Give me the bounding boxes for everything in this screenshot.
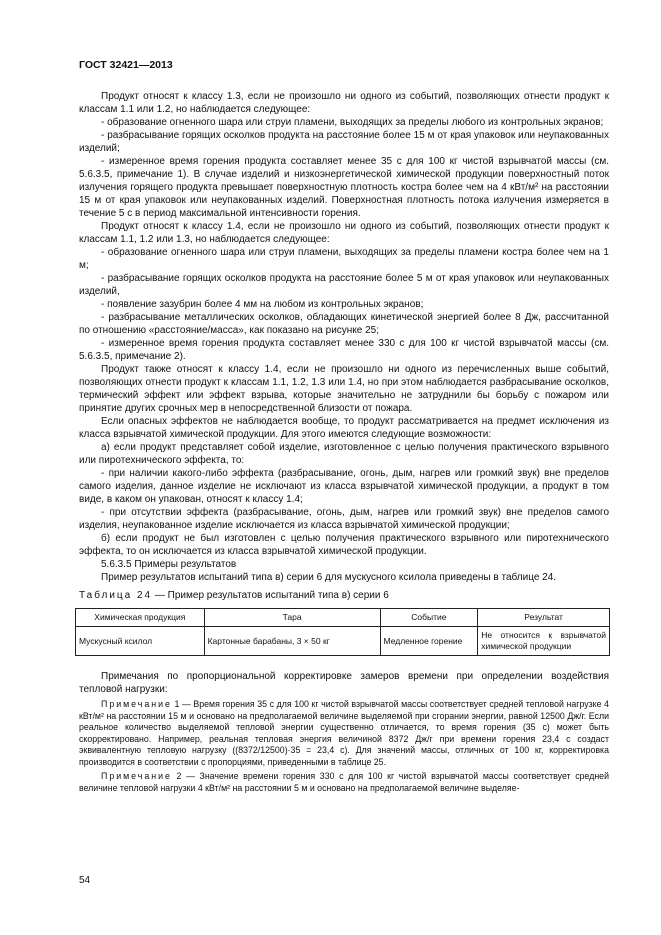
paragraph: Пример результатов испытаний типа в) серии 6 для мускусного ксилола приведены в таблице 24.	[101, 572, 557, 583]
results-table	[75, 608, 610, 656]
table-caption-text: — Пример результатов испытаний типа в) серии 6	[152, 590, 389, 601]
paragraph: - разбрасывание горящих осколков продукта на расстояние более 5 м от края упаковок или неупакованных изделий,	[79, 273, 609, 297]
note-2	[79, 771, 609, 794]
paragraph: Продукт также относят к классу 1.4, если не произошло ни одного из перечисленных выше событий, позволяющих отнести продукт к классам 1.1, 1.2, 1.3 или 1.4, но при этом наблюдается разбрасывание осколков, термический эффект или эффект взрыва, которые значительно не затруднили бы борьбу с пожаром или принятие других срочных мер в непосредственной близости от пожара.	[79, 364, 609, 414]
paragraph: - при наличии какого-либо эффекта (разбрасывание, огонь, дым, нагрев или громкий звук) вне пределов самого изделия, данное изделие не исключают из класса взрывчатой химической продукции, а продукт в том виде, в каком он упакован, относят к классу 1.4;	[79, 468, 609, 505]
table-header-row	[76, 609, 610, 627]
note-label: Примечание	[101, 699, 172, 709]
note-label: Примечание	[101, 771, 172, 781]
paragraph: - появление зазубрин более 4 мм на любом из контрольных экранов;	[101, 299, 424, 310]
paragraph: а) если продукт представляет собой изделие, изготовленное с целью получения практического взрывного или пиротехнического эффекта, то:	[79, 442, 609, 466]
header-chemical: Химическая продукция	[76, 609, 205, 627]
note-1	[79, 699, 609, 768]
paragraph: Если опасных эффектов не наблюдается вообще, то продукт рассматривается на предмет исключения из класса взрывчатой химической продукции. Для этого имеются следующие возможности:	[79, 416, 609, 440]
cell-result: Не относится к взрывчатой химической продукции	[478, 627, 610, 656]
cell-chemical: Мускусный ксилол	[76, 627, 205, 656]
paragraph: - измеренное время горения продукта составляет менее 330 с для 100 кг чистой взрывчатой массы (см. 5.6.3.5, примечание 2).	[79, 338, 609, 362]
table-caption-label: Таблица 24	[79, 590, 153, 601]
notes-intro: Примечания по пропорциональной корректировке замеров времени при определении воздействия тепловой нагрузки:	[79, 671, 609, 695]
paragraph: - измеренное время горения продукта составляет менее 35 с для 100 кг чистой взрывчатой массы (см. 5.6.3.5, примечание 1). В случае изделий и низкоэнергетической химической продукции поверхностный поток излучения горящего продукта превышает поверхностную плотность костра более чем на 4 кВт/м² на расстоянии 15 м от края упаковок или неупакованных изделий. Поверхностная плотность потока излучения измеряется в течение 5 с в период максимальной интенсивности горения.	[79, 156, 609, 219]
page-number: 54	[79, 875, 91, 886]
paragraph: - разбрасывание горящих осколков продукта на расстояние более 15 м от края упаковок или неупакованных изделий;	[79, 130, 609, 154]
table-row	[76, 627, 610, 656]
section-heading: 5.6.3.5 Примеры результатов	[101, 559, 237, 570]
paragraph: - образование огненного шара или струи пламени, выходящих за пределы любого из контрольных экранов;	[101, 117, 604, 128]
note-text: 2 — Значение времени горения 330 с для 100 кг чистой взрывчатой массы соответствует средней величине тепловой нагрузки 4 кВт/м² на расстоянии 5 м и основано на предполагаемой величине выделяе-	[79, 771, 609, 793]
header-result: Результат	[478, 609, 610, 627]
header-event: Событие	[380, 609, 478, 627]
note-text: 1 — Время горения 35 с для 100 кг чистой взрывчатой массы соответствует средней тепловой нагрузке 4 кВт/м² на расстоянии 15 м и основано на предполагаемой величине выделяемой при сгорании энергии, равной 12500 Дж/г. Если реальное количество выделяемой тепловой энергии существенно отличается, то время горения (35 с) может быть скорректировано. Например, реальная тепловая энергия величиной 8372 Дж/г при времени горения 23,4 с создаст эквивалентную тепловую нагрузку ((8372/12500)·35 = 23,4 с). Для значений массы, отличных от 100 кг, корректировка производится в соответствии с пропорциями, приведенными в таблице 25.	[79, 699, 609, 767]
document-header: ГОСТ 32421—2013	[79, 59, 173, 71]
paragraph: б) если продукт не был изготовлен с целью получения практического взрывного или пиротехнического эффекта, то он исключается из класса взрывчатой химической продукции.	[79, 533, 609, 557]
cell-event: Медленное горение	[380, 627, 478, 656]
paragraph: - разбрасывание металлических осколков, обладающих кинетической энергией более 8 Дж, рассчитанной по отношению «расстояние/масса», как показано на рисунке 25;	[79, 312, 609, 336]
document-body	[79, 90, 609, 794]
table-caption	[79, 589, 609, 602]
paragraph: Продукт относят к классу 1.4, если не произошло ни одного из событий, позволяющих отнести продукт к классам 1.1, 1.2 или 1.3, но наблюдается следующее:	[79, 221, 609, 245]
cell-packaging: Картонные барабаны, 3 × 50 кг	[204, 627, 380, 656]
header-packaging: Тара	[204, 609, 380, 627]
paragraph: - при отсутствии эффекта (разбрасывание, огонь, дым, нагрев или громкий звук) вне пределов самого изделия, неупакованное изделие исключается из класса взрывчатой химической продукции;	[79, 507, 609, 531]
paragraph: - образование огненного шара или струи пламени, выходящих за пределы пламени костра более чем на 1 м;	[79, 247, 609, 271]
paragraph: Продукт относят к классу 1.3, если не произошло ни одного из событий, позволяющих отнести продукт к классам 1.1 или 1.2, но наблюдается следующее:	[79, 91, 609, 115]
